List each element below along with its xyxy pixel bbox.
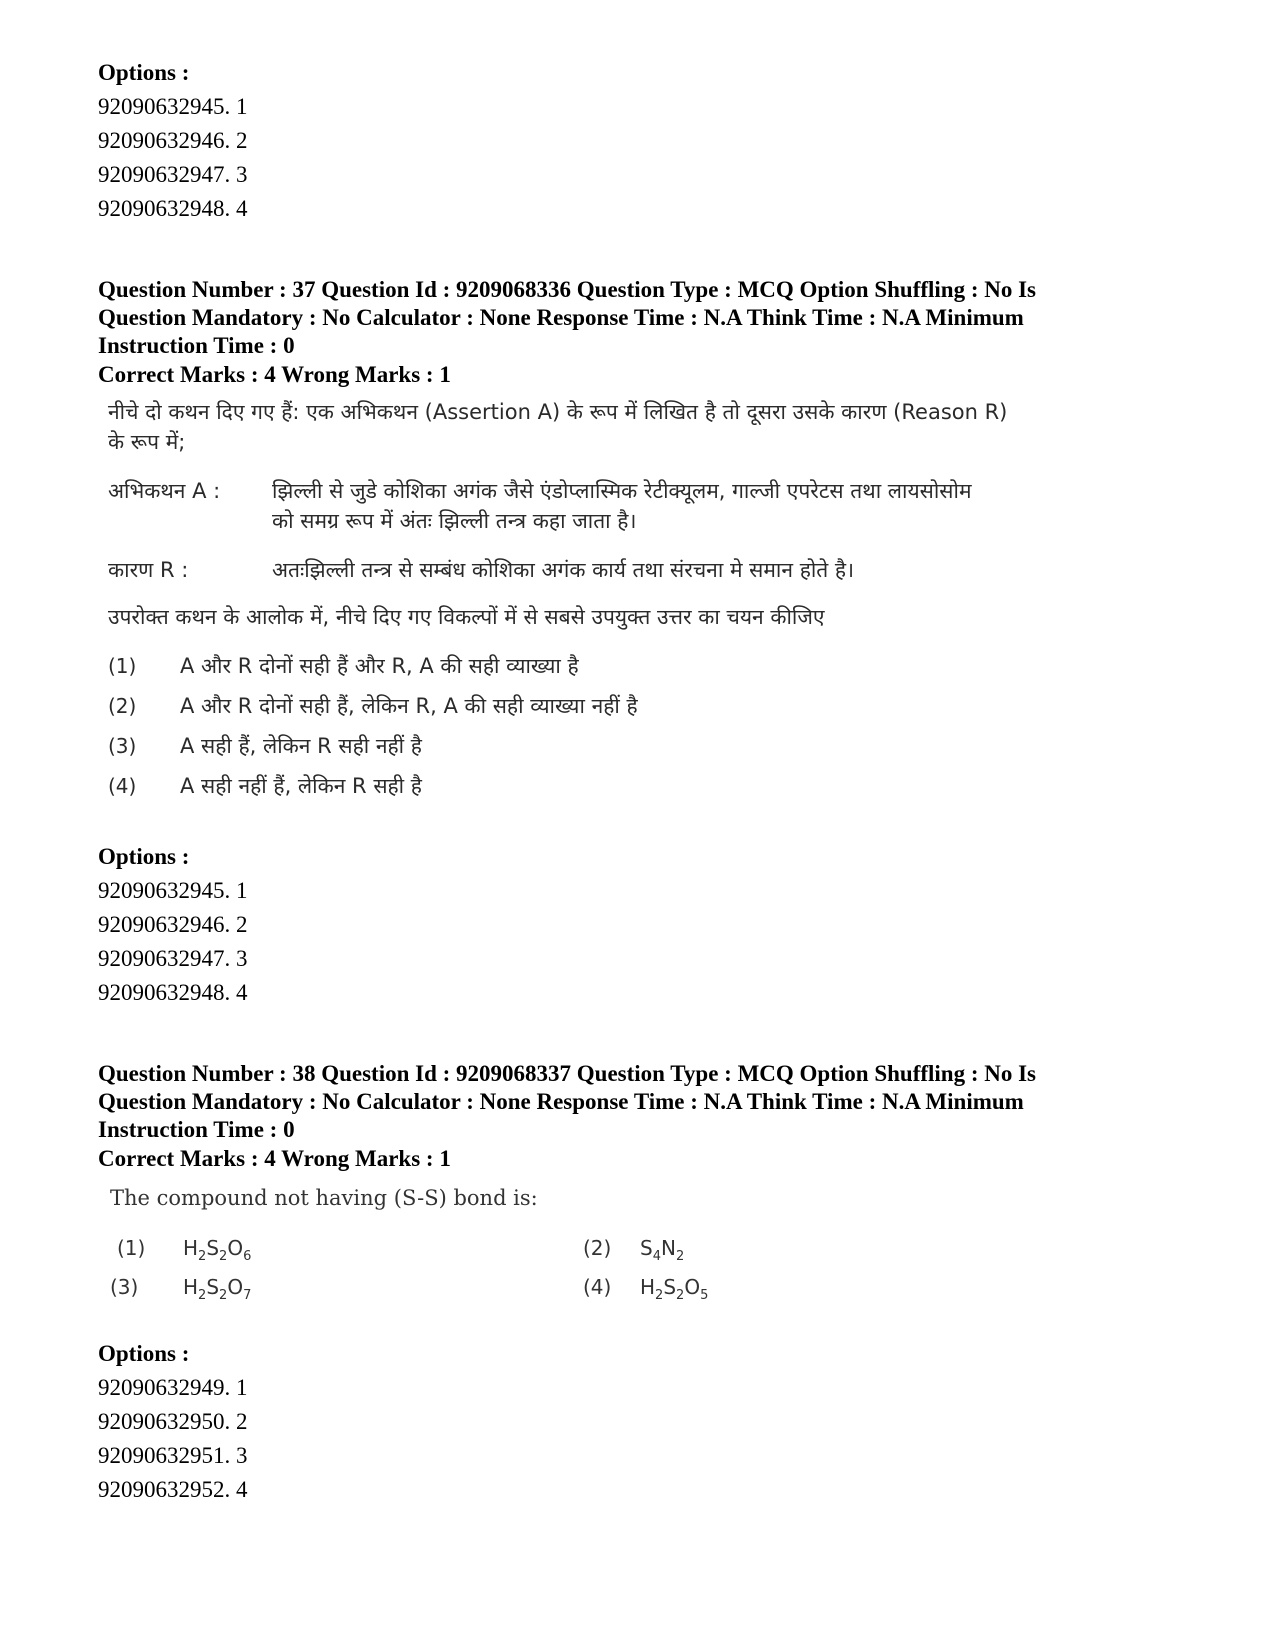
question-37-marks: Correct Marks : 4 Wrong Marks : 1 <box>98 362 451 387</box>
q38-choice-number: (1) <box>117 1236 146 1260</box>
options-heading: Options : <box>98 1341 190 1366</box>
options-heading: Options : <box>98 60 190 85</box>
option-line: 92090632946. 2 <box>98 128 248 153</box>
formula-element: H <box>183 1275 199 1299</box>
option-line: 92090632947. 3 <box>98 946 248 971</box>
q37-assertion-line2: को समग्र रूप में अंतः झिल्ली तन्त्र कहा जाता है। <box>272 509 637 533</box>
meta-line: Question Number : 38 Question Id : 9209068337 Question Type : MCQ Option Shuffling : No Is <box>98 1061 1037 1086</box>
formula-subscript: 2 <box>219 1249 228 1264</box>
formula-element: H <box>640 1275 656 1299</box>
question-38-meta <box>98 1060 1178 1144</box>
q37-choice-text: A सही हैं, लेकिन R सही नहीं है <box>180 734 422 758</box>
meta-line: Instruction Time : 0 <box>98 333 295 358</box>
meta-line: Instruction Time : 0 <box>98 1117 295 1142</box>
formula-element: S <box>663 1275 677 1299</box>
formula-element: S <box>640 1236 653 1260</box>
formula-element: S <box>206 1236 220 1260</box>
q37-intro-line2: के रूप में; <box>108 430 186 454</box>
q38-choice-formula <box>183 1236 251 1264</box>
formula-subscript: 2 <box>198 1249 207 1264</box>
formula-subscript: 5 <box>700 1288 709 1303</box>
formula-subscript: 4 <box>652 1249 661 1264</box>
formula-element: O <box>227 1275 244 1299</box>
formula-subscript: 2 <box>676 1288 685 1303</box>
option-line: 92090632946. 2 <box>98 912 248 937</box>
formula-element: H <box>183 1236 199 1260</box>
formula-element: S <box>206 1275 220 1299</box>
q38-question-text: The compound not having (S-S) bond is: <box>110 1186 538 1210</box>
q37-choice-text: A और R दोनों सही हैं और R, A की सही व्याख्या है <box>180 654 579 678</box>
formula-subscript: 2 <box>675 1249 685 1264</box>
meta-line: Question Mandatory : No Calculator : None Response Time : N.A Think Time : N.A Minimum <box>98 305 1024 330</box>
option-line: 92090632952. 4 <box>98 1477 248 1502</box>
q37-assertion-line1: झिल्ली से जुडे कोशिका अगंक जैसे एंडोप्लास्मिक रेटीक्यूलम, गाल्जी एपरेटस तथा लायसोसोम <box>272 479 972 503</box>
q38-choice-formula <box>640 1236 684 1264</box>
q38-choice-formula <box>640 1275 708 1303</box>
q37-choice-number: (2) <box>108 694 137 718</box>
formula-element: O <box>227 1236 244 1260</box>
formula-element: N <box>660 1236 676 1260</box>
formula-subscript: 2 <box>198 1288 207 1303</box>
meta-line: Question Number : 37 Question Id : 9209068336 Question Type : MCQ Option Shuffling : No Is <box>98 277 1037 302</box>
formula-subscript: 7 <box>243 1288 252 1303</box>
formula-element: O <box>684 1275 701 1299</box>
option-line: 92090632949. 1 <box>98 1375 248 1400</box>
options-heading: Options : <box>98 844 190 869</box>
meta-line: Question Mandatory : No Calculator : None Response Time : N.A Think Time : N.A Minimum <box>98 1089 1024 1114</box>
q37-choice-number: (1) <box>108 654 137 678</box>
option-line: 92090632948. 4 <box>98 980 248 1005</box>
formula-subscript: 6 <box>243 1249 252 1264</box>
q38-choice-number: (2) <box>583 1236 612 1260</box>
q37-choice-number: (4) <box>108 774 137 798</box>
q37-reason-label: कारण R : <box>108 558 189 582</box>
q38-choice-number: (4) <box>583 1275 612 1299</box>
option-line: 92090632948. 4 <box>98 196 248 221</box>
option-line: 92090632945. 1 <box>98 878 248 903</box>
question-38-marks: Correct Marks : 4 Wrong Marks : 1 <box>98 1146 451 1171</box>
formula-subscript: 2 <box>655 1288 664 1303</box>
q37-choice-number: (3) <box>108 734 137 758</box>
q38-choice-number: (3) <box>110 1275 139 1299</box>
q37-reason-text: अतःझिल्ली तन्त्र से सम्बंध कोशिका अगंक कार्य तथा संरचना मे समान होते है। <box>272 558 855 582</box>
question-37-meta <box>98 276 1178 360</box>
q38-choice-formula <box>183 1275 251 1303</box>
option-line: 92090632950. 2 <box>98 1409 248 1434</box>
option-line: 92090632945. 1 <box>98 94 248 119</box>
q37-choice-text: A सही नहीं हैं, लेकिन R सही है <box>180 774 422 798</box>
q37-intro-line1: नीचे दो कथन दिए गए हैं: एक अभिकथन (Assertion A) के रूप में लिखित है तो दूसरा उसके कारण (Reason R) <box>108 400 1008 424</box>
q37-instruction: उपरोक्त कथन के आलोक में, नीचे दिए गए विकल्पों में से सबसे उपयुक्त उत्तर का चयन कीजिए <box>108 605 825 629</box>
q37-assertion-label: अभिकथन A : <box>108 479 221 503</box>
formula-subscript: 2 <box>219 1288 228 1303</box>
option-line: 92090632947. 3 <box>98 162 248 187</box>
option-line: 92090632951. 3 <box>98 1443 248 1468</box>
q37-choice-text: A और R दोनों सही हैं, लेकिन R, A की सही व्याख्या नहीं है <box>180 694 638 718</box>
